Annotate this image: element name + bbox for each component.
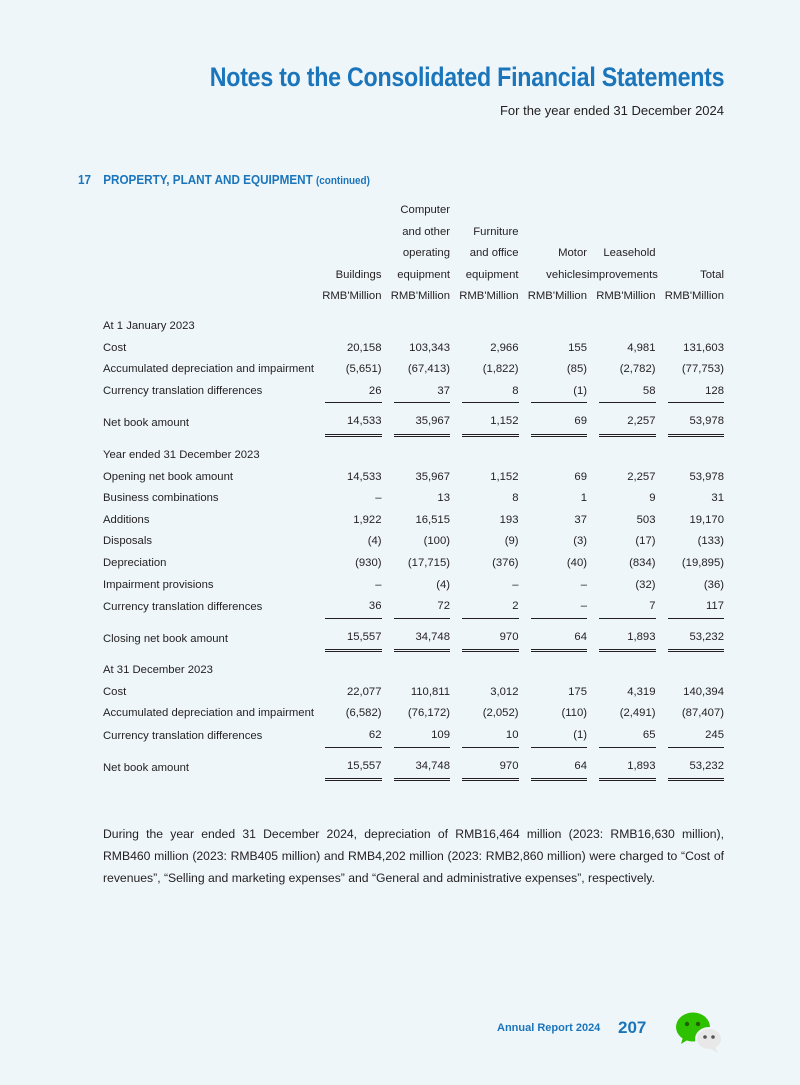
cell-value: 13 xyxy=(437,492,450,505)
value-cell xyxy=(313,596,382,619)
cell-value: 109 xyxy=(394,725,451,748)
cell-value: – xyxy=(580,578,587,591)
column-unit: RMB'Million xyxy=(459,290,519,303)
value-cell xyxy=(587,488,656,510)
value-cell xyxy=(519,575,588,597)
cell-value: 58 xyxy=(599,381,656,404)
cell-value: 62 xyxy=(325,725,382,748)
cell-value: 22,077 xyxy=(346,685,382,698)
value-cell xyxy=(587,682,656,704)
column-header-line: improvements xyxy=(587,268,658,281)
row-label: Currency translation differences xyxy=(103,600,263,613)
depreciation-note-paragraph: During the year ended 31 December 2024, depreciation of RMB16,464 million (2023: RMB16,630 million), RMB460 million (2023: RMB405 million) and RMB4,202 million (2023: RMB2,860 million) were charged to “Cost of revenues”, “Selling and marketing expenses” and “General and administrative expenses”, respectively. xyxy=(103,827,724,885)
value-cell xyxy=(656,411,725,437)
row-label: Impairment provisions xyxy=(103,578,214,591)
value-cell xyxy=(313,553,382,575)
value-cell xyxy=(382,531,451,553)
table-row xyxy=(103,359,724,381)
cell-value: (77,753) xyxy=(681,363,724,376)
value-cell xyxy=(450,756,519,782)
wechat-logo-icon xyxy=(674,1010,724,1054)
row-label: Net book amount xyxy=(103,761,190,774)
table-row xyxy=(103,575,724,597)
value-cell xyxy=(382,467,451,489)
cell-value: 4,319 xyxy=(627,685,656,698)
row-label: Net book amount xyxy=(103,417,190,430)
cell-value: (376) xyxy=(492,556,519,569)
value-cell xyxy=(450,682,519,704)
cell-value: 7 xyxy=(599,596,656,619)
value-cell xyxy=(587,338,656,360)
value-cell xyxy=(656,553,725,575)
row-label: Closing net book amount xyxy=(103,632,228,645)
column-header xyxy=(450,200,519,308)
value-cell xyxy=(587,703,656,725)
period-heading: Year ended 31 December 2023 xyxy=(103,448,260,461)
value-cell xyxy=(313,531,382,553)
cell-value: (2,052) xyxy=(482,707,519,720)
value-cell xyxy=(587,359,656,381)
spacer-row xyxy=(103,437,724,445)
cell-value: 8 xyxy=(462,381,519,404)
column-header-line: Leasehold xyxy=(603,247,656,260)
cell-value: (40) xyxy=(566,556,587,569)
value-cell xyxy=(313,627,382,653)
cell-value: 1,893 xyxy=(599,756,656,782)
value-cell xyxy=(656,725,725,748)
cell-value: 1,152 xyxy=(462,411,519,437)
cell-value: 193 xyxy=(499,513,519,526)
cell-value: (76,172) xyxy=(407,707,450,720)
value-cell xyxy=(382,381,451,404)
column-header xyxy=(656,200,725,308)
cell-value: (17) xyxy=(635,535,656,548)
column-header-line: Total xyxy=(700,268,724,281)
value-cell xyxy=(450,411,519,437)
table-row xyxy=(103,682,724,704)
cell-value: – xyxy=(512,578,519,591)
spacer-cell xyxy=(103,403,724,411)
column-header xyxy=(382,200,451,308)
value-cell xyxy=(519,531,588,553)
table-row xyxy=(103,510,724,532)
value-cell xyxy=(450,703,519,725)
cell-value: 31 xyxy=(711,492,724,505)
value-cell xyxy=(382,596,451,619)
value-cell xyxy=(382,703,451,725)
cell-value: (87,407) xyxy=(681,707,724,720)
value-cell xyxy=(450,553,519,575)
value-cell xyxy=(587,381,656,404)
cell-value: (2,782) xyxy=(619,363,656,376)
table-row xyxy=(103,531,724,553)
cell-value: 53,232 xyxy=(668,756,725,782)
cell-value: 64 xyxy=(531,627,588,653)
cell-value: 131,603 xyxy=(683,341,724,354)
value-cell xyxy=(313,411,382,437)
value-cell xyxy=(519,488,588,510)
page-subtitle: For the year ended 31 December 2024 xyxy=(499,103,724,118)
cell-value: (17,715) xyxy=(407,556,450,569)
cell-value: (4) xyxy=(436,578,450,591)
column-header-line: and office xyxy=(469,247,519,260)
value-cell xyxy=(382,756,451,782)
cell-value: 14,533 xyxy=(325,411,382,437)
cell-value: 2,966 xyxy=(490,341,519,354)
value-cell xyxy=(587,531,656,553)
value-cell xyxy=(313,381,382,404)
column-header-line: equipment xyxy=(397,268,450,281)
cell-value: 65 xyxy=(599,725,656,748)
cell-value: 37 xyxy=(574,513,587,526)
page-number: 207 xyxy=(618,1018,647,1037)
cell-value: 503 xyxy=(636,513,656,526)
value-cell xyxy=(519,725,588,748)
value-cell xyxy=(519,359,588,381)
ppe-table xyxy=(103,200,724,781)
table-row xyxy=(103,488,724,510)
cell-value: 15,557 xyxy=(325,756,382,782)
column-unit: RMB'Million xyxy=(390,290,450,303)
footer-report-label: Annual Report 2024 xyxy=(497,1022,601,1034)
total-row xyxy=(103,756,724,782)
value-cell xyxy=(382,627,451,653)
column-header xyxy=(587,200,656,308)
section-continued: (continued) xyxy=(316,175,370,187)
table-row xyxy=(103,725,724,748)
value-cell xyxy=(519,338,588,360)
cell-value: 19,170 xyxy=(689,513,724,526)
cell-value: – xyxy=(375,492,382,505)
value-cell xyxy=(313,575,382,597)
spacer-row xyxy=(103,403,724,411)
total-row xyxy=(103,627,724,653)
cell-value: 53,978 xyxy=(668,411,725,437)
cell-value: 2 xyxy=(462,596,519,619)
value-cell xyxy=(313,725,382,748)
cell-value: (133) xyxy=(697,535,724,548)
header-row xyxy=(103,200,724,308)
cell-value: (5,651) xyxy=(345,363,382,376)
cell-value: – xyxy=(375,578,382,591)
value-cell xyxy=(313,510,382,532)
value-cell xyxy=(519,627,588,653)
value-cell xyxy=(587,596,656,619)
cell-value: (9) xyxy=(504,535,519,548)
cell-value: 3,012 xyxy=(490,685,519,698)
cell-value: (4) xyxy=(367,535,382,548)
column-header-line: Buildings xyxy=(335,268,382,281)
value-cell xyxy=(519,756,588,782)
table-row xyxy=(103,467,724,489)
row-label: Currency translation differences xyxy=(103,729,263,742)
cell-value: (19,895) xyxy=(681,556,724,569)
value-cell xyxy=(382,682,451,704)
cell-value: (36) xyxy=(703,578,724,591)
spacer-cell xyxy=(103,619,724,627)
cell-value: (834) xyxy=(629,556,656,569)
value-cell xyxy=(450,725,519,748)
value-cell xyxy=(656,488,725,510)
value-cell xyxy=(519,510,588,532)
value-cell xyxy=(382,575,451,597)
value-cell xyxy=(450,467,519,489)
value-cell xyxy=(450,531,519,553)
cell-value: 1,893 xyxy=(599,627,656,653)
cell-value: (110) xyxy=(561,707,587,720)
value-cell xyxy=(587,553,656,575)
section-heading xyxy=(78,172,370,187)
cell-value: (6,582) xyxy=(345,707,382,720)
cell-value: 1,152 xyxy=(490,470,519,483)
value-cell xyxy=(450,338,519,360)
value-cell xyxy=(382,411,451,437)
value-cell xyxy=(313,682,382,704)
period-heading-row xyxy=(103,316,724,338)
column-unit: RMB'Million xyxy=(596,290,656,303)
value-cell xyxy=(313,756,382,782)
cell-value: 8 xyxy=(512,492,519,505)
cell-value: (32) xyxy=(635,578,656,591)
spacer-cell xyxy=(103,652,724,660)
value-cell xyxy=(450,488,519,510)
value-cell xyxy=(519,467,588,489)
row-label: Cost xyxy=(103,685,127,698)
value-cell xyxy=(313,467,382,489)
cell-value: 64 xyxy=(531,756,588,782)
column-header-line: and other xyxy=(402,225,450,238)
table-row xyxy=(103,596,724,619)
value-cell xyxy=(313,703,382,725)
value-cell xyxy=(587,411,656,437)
cell-value: 10 xyxy=(462,725,519,748)
column-header xyxy=(519,200,588,308)
value-cell xyxy=(587,725,656,748)
row-label: Depreciation xyxy=(103,556,167,569)
spacer-cell xyxy=(103,437,724,445)
cell-value: 15,557 xyxy=(325,627,382,653)
cell-value: 53,232 xyxy=(668,627,725,653)
cell-value: 2,257 xyxy=(599,411,656,437)
column-header-line: equipment xyxy=(465,268,519,281)
value-cell xyxy=(656,531,725,553)
column-unit: RMB'Million xyxy=(664,290,724,303)
value-cell xyxy=(656,338,725,360)
value-cell xyxy=(450,510,519,532)
value-cell xyxy=(450,627,519,653)
header-blank-cell xyxy=(103,200,313,308)
value-cell xyxy=(656,575,725,597)
row-label: Cost xyxy=(103,341,127,354)
value-cell xyxy=(587,627,656,653)
column-header-line: Computer xyxy=(400,204,450,216)
value-cell xyxy=(656,682,725,704)
table-body xyxy=(103,308,724,781)
table-row xyxy=(103,553,724,575)
value-cell xyxy=(587,467,656,489)
section-number: 17 xyxy=(78,172,92,187)
value-cell xyxy=(313,338,382,360)
value-cell xyxy=(519,411,588,437)
cell-value: 9 xyxy=(649,492,656,505)
row-label: Opening net book amount xyxy=(103,470,234,483)
row-label: Currency translation differences xyxy=(103,385,263,398)
value-cell xyxy=(382,338,451,360)
cell-value: 69 xyxy=(574,470,587,483)
row-label: Accumulated depreciation and impairment xyxy=(103,363,314,376)
total-row xyxy=(103,411,724,437)
table-header xyxy=(103,200,724,308)
value-cell xyxy=(656,359,725,381)
table-row xyxy=(103,703,724,725)
period-heading-row xyxy=(103,445,724,467)
table-row xyxy=(103,381,724,404)
value-cell xyxy=(450,359,519,381)
cell-value: 245 xyxy=(668,725,725,748)
cell-value: (2,491) xyxy=(619,707,656,720)
cell-value: 34,748 xyxy=(394,756,451,782)
cell-value: 1 xyxy=(580,492,587,505)
row-label: Business combinations xyxy=(103,492,219,505)
period-heading-row xyxy=(103,660,724,682)
cell-value: 110,811 xyxy=(410,685,450,698)
column-unit: RMB'Million xyxy=(322,290,382,303)
cell-value: (1,822) xyxy=(482,363,519,376)
value-cell xyxy=(656,703,725,725)
table-row xyxy=(103,338,724,360)
value-cell xyxy=(656,467,725,489)
cell-value: 155 xyxy=(568,341,587,354)
value-cell xyxy=(382,725,451,748)
value-cell xyxy=(313,488,382,510)
value-cell xyxy=(519,682,588,704)
cell-value: 2,257 xyxy=(627,470,656,483)
spacer-row xyxy=(103,652,724,660)
value-cell xyxy=(519,703,588,725)
value-cell xyxy=(382,553,451,575)
cell-value: 53,978 xyxy=(689,470,724,483)
value-cell xyxy=(587,510,656,532)
value-cell xyxy=(656,381,725,404)
column-header-line: Furniture xyxy=(473,225,519,238)
period-heading: At 31 December 2023 xyxy=(103,664,213,677)
value-cell xyxy=(519,553,588,575)
cell-value: 72 xyxy=(394,596,451,619)
cell-value: (3) xyxy=(573,535,587,548)
cell-value: 26 xyxy=(325,381,382,404)
cell-value: 128 xyxy=(668,381,725,404)
cell-value: 970 xyxy=(462,627,519,653)
page-title: Notes to the Consolidated Financial Statements xyxy=(209,62,724,92)
value-cell xyxy=(656,627,725,653)
value-cell xyxy=(587,575,656,597)
cell-value: 20,158 xyxy=(346,341,382,354)
cell-value: (67,413) xyxy=(407,363,450,376)
cell-value: (930) xyxy=(355,556,382,569)
cell-value: (100) xyxy=(423,535,450,548)
column-header xyxy=(313,200,382,308)
cell-value: (85) xyxy=(566,363,587,376)
cell-value: 37 xyxy=(394,381,451,404)
cell-value: 970 xyxy=(462,756,519,782)
cell-value: 16,515 xyxy=(415,513,450,526)
spacer-row xyxy=(103,619,724,627)
value-cell xyxy=(382,359,451,381)
value-cell xyxy=(519,381,588,404)
row-label: Additions xyxy=(103,513,150,526)
value-cell xyxy=(450,596,519,619)
cell-value: 36 xyxy=(325,596,382,619)
column-unit: RMB'Million xyxy=(527,290,587,303)
period-heading: At 1 January 2023 xyxy=(103,319,195,332)
value-cell xyxy=(313,359,382,381)
column-header-line: vehicles xyxy=(546,268,587,281)
value-cell xyxy=(519,596,588,619)
cell-value: – xyxy=(531,596,588,619)
cell-value: 175 xyxy=(568,685,587,698)
column-header-line: Motor xyxy=(558,247,587,260)
cell-value: 69 xyxy=(531,411,588,437)
value-cell xyxy=(382,488,451,510)
value-cell xyxy=(587,756,656,782)
cell-value: 1,922 xyxy=(353,513,382,526)
value-cell xyxy=(450,575,519,597)
row-label: Disposals xyxy=(103,535,152,548)
cell-value: (1) xyxy=(531,381,588,404)
row-label: Accumulated depreciation and impairment xyxy=(103,707,314,720)
cell-value: 35,967 xyxy=(394,411,451,437)
cell-value: 34,748 xyxy=(394,627,451,653)
spacer-cell xyxy=(103,748,724,756)
value-cell xyxy=(656,756,725,782)
spacer-cell xyxy=(103,308,724,316)
value-cell xyxy=(450,381,519,404)
value-cell xyxy=(656,596,725,619)
column-header-line: operating xyxy=(402,247,450,260)
spacer-row xyxy=(103,748,724,756)
cell-value: 14,533 xyxy=(346,470,382,483)
cell-value: 4,981 xyxy=(627,341,656,354)
cell-value: 103,343 xyxy=(409,341,450,354)
value-cell xyxy=(382,510,451,532)
cell-value: (1) xyxy=(531,725,588,748)
cell-value: 35,967 xyxy=(415,470,450,483)
section-title: PROPERTY, PLANT AND EQUIPMENT xyxy=(103,172,313,187)
spacer-row xyxy=(103,308,724,316)
cell-value: 117 xyxy=(668,596,725,619)
cell-value: 140,394 xyxy=(683,685,724,698)
value-cell xyxy=(656,510,725,532)
